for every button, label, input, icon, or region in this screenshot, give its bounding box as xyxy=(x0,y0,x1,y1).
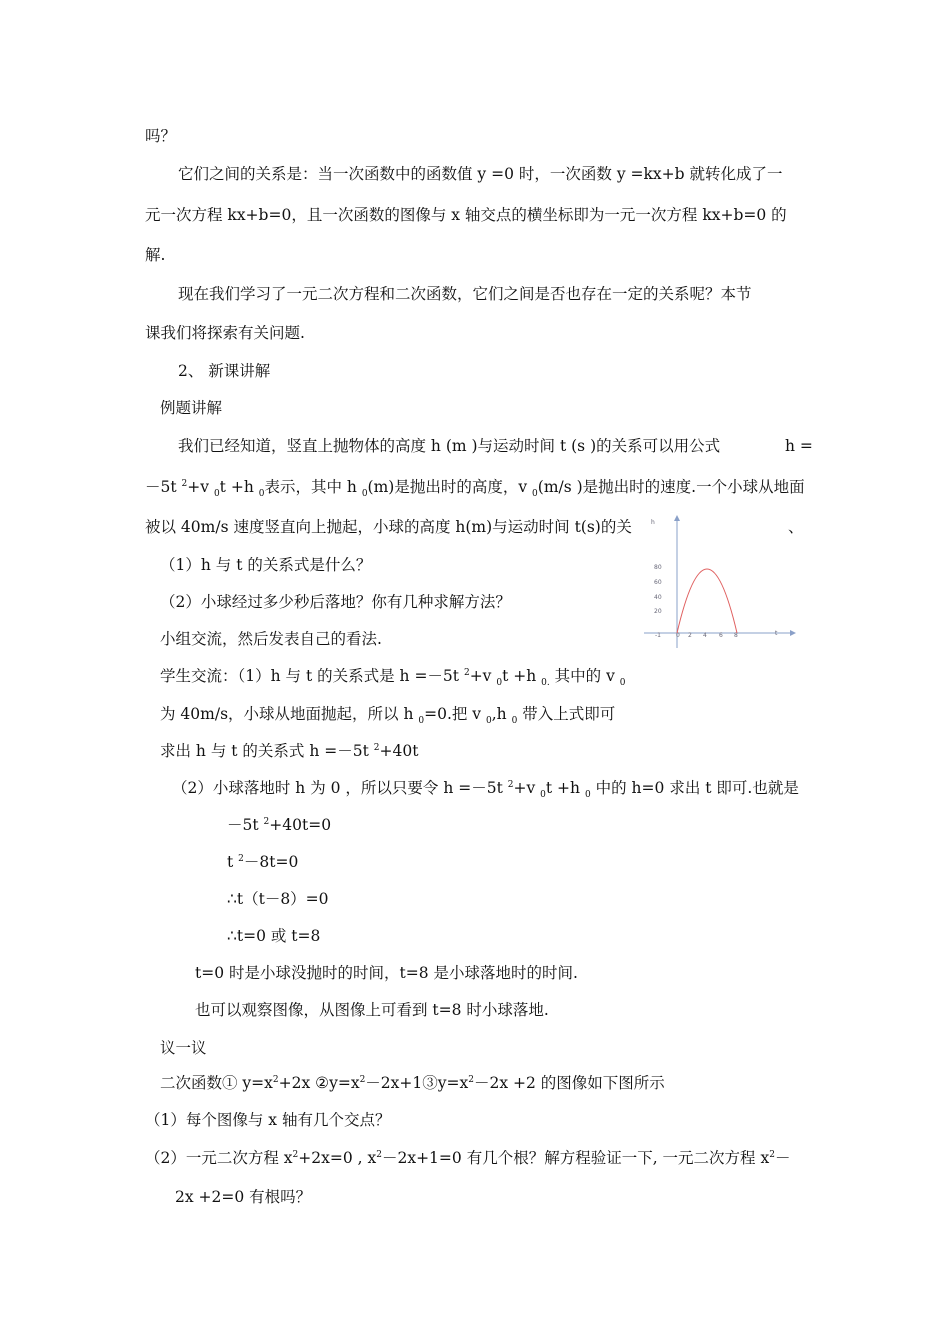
parabola-curve xyxy=(677,569,737,633)
x-axis-arrow xyxy=(790,630,796,636)
x-tick-label: 8 xyxy=(734,632,738,639)
text-line: 被以 40m/s 速度竖直向上抛起，小球的高度 h(m)与运动时间 t(s)的关 xyxy=(145,518,632,536)
y-tick-label: 60 xyxy=(654,579,662,586)
y-tick-label: 20 xyxy=(654,608,662,615)
formula-line: 学生交流：（1）h 与 t 的关系式是 h =－5t $^2$+v $_0$t +h $_{0.}$ 其中的 v $_0$ xyxy=(160,667,626,689)
text-line: 2x +2=0 有根吗？ xyxy=(175,1188,312,1206)
text-line: 、 xyxy=(788,518,804,536)
equation-step: －5t $^2$+40t=0 xyxy=(227,816,332,834)
y-axis-arrow xyxy=(674,515,680,521)
text-line: 现在我们学习了一元二次方程和二次函数，它们之间是否也存在一定的关系呢？本节 xyxy=(178,285,752,303)
question-1: （1）每个图像与 x 轴有几个交点？ xyxy=(145,1111,391,1129)
section-heading: 2、 新课讲解 xyxy=(178,362,271,380)
formula-line: （2）小球落地时 h 为 0 ，所以只要令 h =－5t $^2$+v $_0$t +h $_0$ 中的 h=0 求出 t 即可.也就是 xyxy=(172,779,799,801)
x-tick-label: 2 xyxy=(688,632,692,639)
parabola-graph xyxy=(640,512,800,650)
text-line: 元一次方程 kx+b=0，且一次函数的图像与 x 轴交点的横坐标即为一元一次方程 kx+b=0 的 xyxy=(145,206,787,224)
formula-line: －5t $^2$+v $_0$t +h $_0$表示，其中 h $_0$(m)是抛出时的高度，v $_0$(m/s )是抛出时的速度.一个小球从地面 xyxy=(145,478,805,500)
equation-step: ∴t=0 或 t=8 xyxy=(227,927,321,945)
text-line: 解. xyxy=(145,246,166,264)
text-line: 为 40m/s，小球从地面抛起，所以 h $_0$=0.把 v $_0$,h $_0$ 带入上式即可 xyxy=(160,705,616,727)
text-line: 吗？ xyxy=(145,127,177,145)
y-tick-label: 40 xyxy=(654,594,662,601)
equation-step: ∴t（t－8）=0 xyxy=(227,890,329,908)
text-line: h = xyxy=(785,437,813,455)
graph-svg xyxy=(640,512,800,650)
x-axis-label: t xyxy=(775,630,778,637)
x-tick-label: 0 xyxy=(676,632,680,639)
subsection-heading: 议一议 xyxy=(160,1039,207,1057)
text-line: 我们已经知道，竖直上抛物体的高度 h (m )与运动时间 t (s )的关系可以用公式 xyxy=(178,437,721,455)
subsection-heading: 例题讲解 xyxy=(160,399,223,417)
text-line: 课我们将探索有关问题. xyxy=(145,324,305,342)
x-tick-label: -1 xyxy=(655,632,661,639)
question-1: （1）h 与 t 的关系式是什么？ xyxy=(160,556,372,574)
question-2: （2）小球经过多少秒后落地？你有几种求解方法？ xyxy=(160,593,511,611)
text-line: 二次函数① $y=x^2+2x$ $②y=x^2-2x+1③y=x^2-2x +2$ 的图像如下图所示 xyxy=(160,1074,665,1092)
y-axis-label: h xyxy=(651,519,655,526)
x-tick-label: 4 xyxy=(703,632,707,639)
text-line: 小组交流，然后发表自己的看法. xyxy=(160,630,382,648)
y-tick-label: 80 xyxy=(654,564,662,571)
question-2: （2）一元二次方程 $x^2+2x=0$ , $x^2-2x+1=0$ 有几个根？解方程验证一下, 一元二次方程 $x^2-$ xyxy=(145,1149,791,1167)
text-line: t=0 时是小球没抛时的时间，t=8 是小球落地时的时间. xyxy=(195,964,578,982)
x-tick-label: 6 xyxy=(719,632,723,639)
text-line: 也可以观察图像，从图像上可看到 t=8 时小球落地. xyxy=(195,1001,549,1019)
formula-line: 求出 h 与 t 的关系式 h =－5t $^2$+40t xyxy=(160,742,419,760)
text-line: 它们之间的关系是：当一次函数中的函数值 y =0 时，一次函数 y =kx+b 就转化成了一 xyxy=(178,165,783,183)
equation-step: t $^2$－8t=0 xyxy=(227,853,299,871)
